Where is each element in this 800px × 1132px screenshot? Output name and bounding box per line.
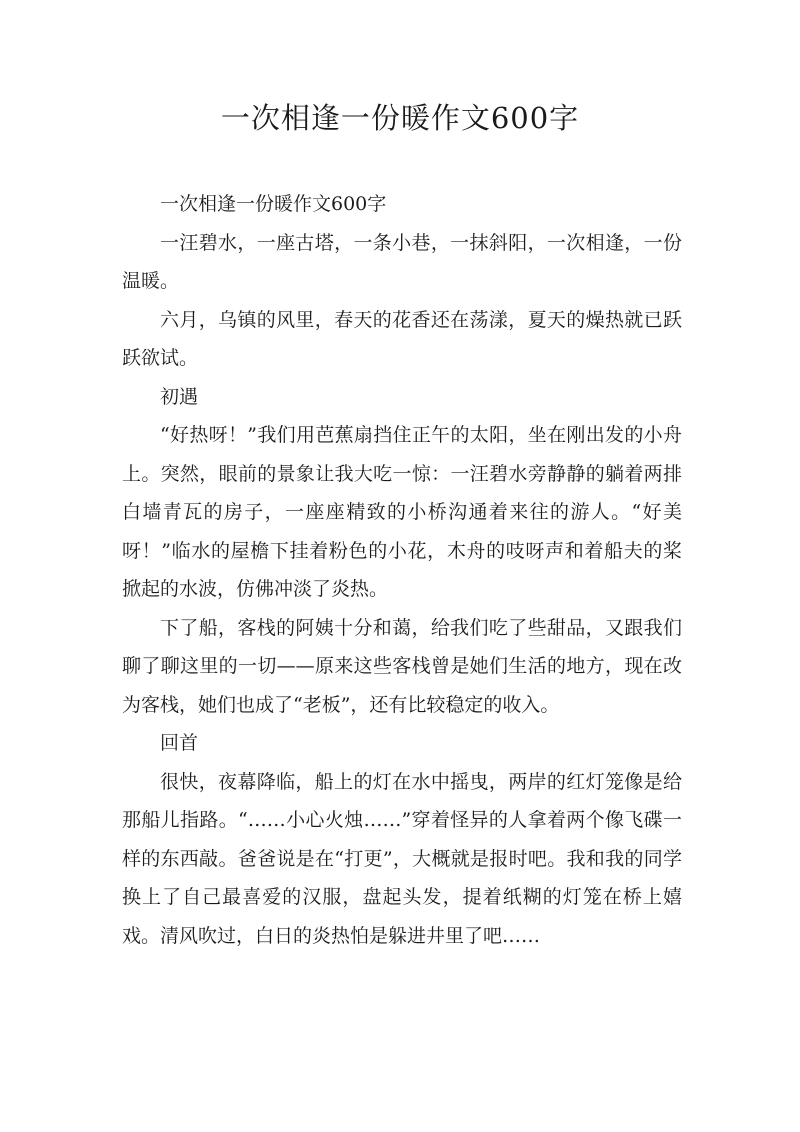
document-title: 一次相逢一份暖作文600字 (220, 101, 580, 135)
paragraph-subtitle: 一次相逢一份暖作文600字 (160, 193, 387, 215)
paragraph-night: 很快，夜幕降临，船上的灯在水中摇曳，两岸的红灯笼像是给那船儿指路。“……小心火烛……”穿着怪异的人拿着两个像飞碟一样的东西敲。爸爸说是在“打更”，大概就是报时吧。我和我的同学换上了自己最喜爱的汉服，盘起头发，提着纸糊的灯笼在桥上嬉戏。清风吹过，白日的炎热怕是躲进井里了吧…… (122, 770, 682, 947)
paragraph-boat: “好热呀！”我们用芭蕉扇挡住正午的太阳，坐在刚出发的小舟上。突然，眼前的景象让我大吃一惊：一汪碧水旁静静的躺着两排白墙青瓦的房子，一座座精致的小桥沟通着来往的游人。“好美呀！”临水的屋檐下挂着粉色的小花，木舟的吱呀声和着船夫的桨掀起的水波，仿佛冲淡了炎热。 (122, 424, 682, 600)
paragraph-june: 六月，乌镇的风里，春天的花香还在荡漾，夏天的燥热就已跃跃欲试。 (122, 308, 682, 369)
section-heading-looking-back: 回首 (160, 732, 199, 754)
document-body (122, 185, 682, 955)
section-heading-first-meeting: 初遇 (160, 385, 199, 408)
paragraph-inn: 下了船，客栈的阿姨十分和蔼，给我们吃了些甜品，又跟我们聊了聊这里的一切——原来这些客栈曾是她们生活的地方，现在改为客栈，她们也成了“老板”，还有比较稳定的收入。 (122, 616, 682, 716)
paragraph-intro: 一汪碧水，一座古塔，一条小巷，一抹斜阳，一次相逢，一份温暖。 (122, 231, 682, 292)
